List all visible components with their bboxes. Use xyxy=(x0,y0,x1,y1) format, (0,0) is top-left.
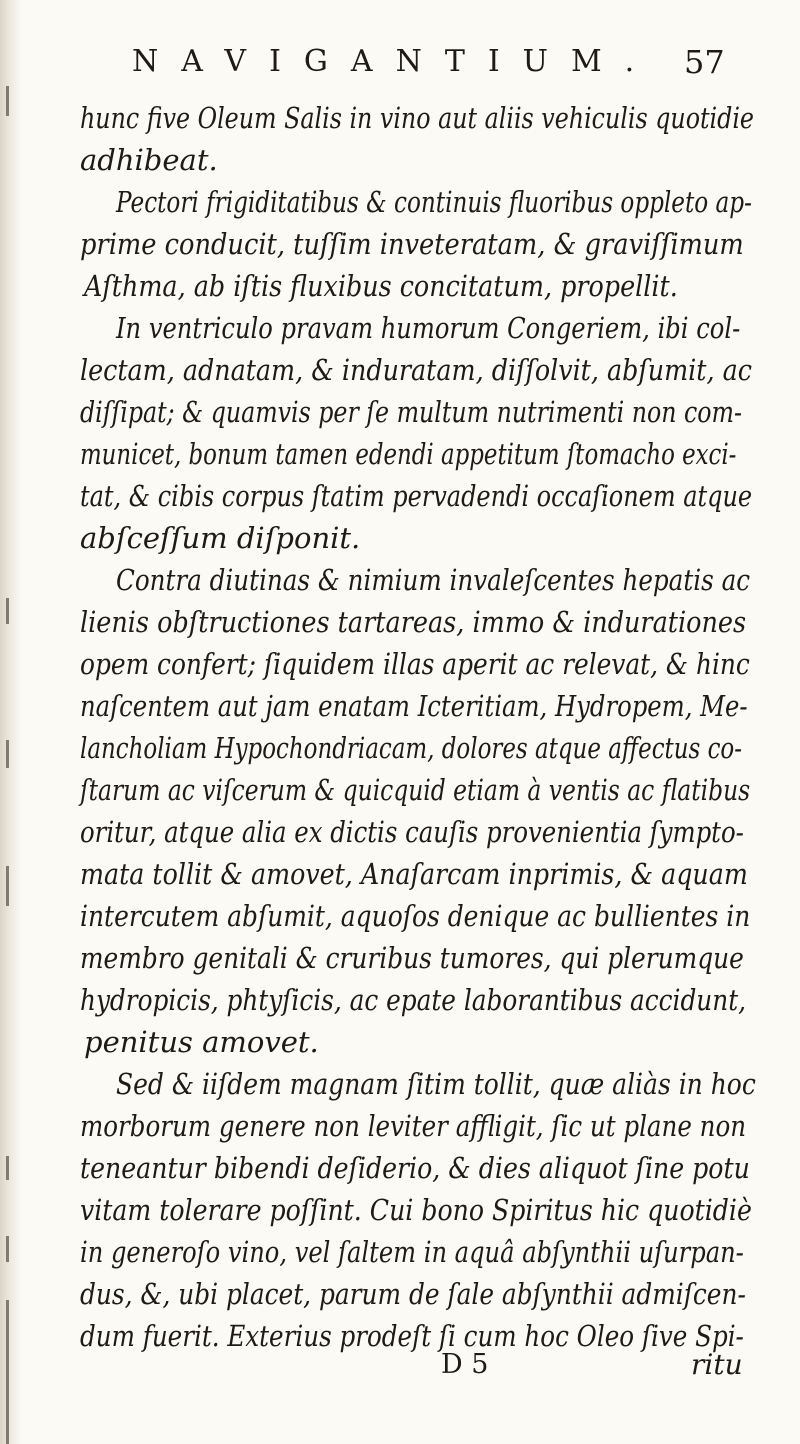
text-line: Aſthma, ab iſtis fluxibus concitatum, propellit. xyxy=(84,269,678,303)
text-line: mata tollit & amovet, Anaſarcam inprimis, & aquam xyxy=(80,857,748,891)
edge-mark xyxy=(6,866,9,906)
edge-mark xyxy=(6,1156,9,1180)
text-line: morborum genere non leviter affligit, ſic ut plane non xyxy=(80,1109,747,1143)
text-line: Sed & iiſdem magnam ſitim tollit, quæ aliàs in hoc xyxy=(116,1067,756,1101)
edge-mark xyxy=(6,1300,9,1444)
text-line: naſcentem aut jam enatam Icteritiam, Hydropem, Me- xyxy=(80,689,748,723)
edge-mark xyxy=(6,1236,9,1262)
page-header xyxy=(0,40,800,90)
text-line: lectam, adnatam, & induratam, diſſolvit, abſumit, ac xyxy=(80,353,752,387)
text-line: in generoſo vino, vel ſaltem in aquâ abſynthii uſurpan- xyxy=(80,1235,744,1269)
running-head: NAVIGANTIUM. xyxy=(132,44,658,79)
text-line: dus, &, ubi placet, parum de ſale abſynthii admiſcen- xyxy=(80,1277,746,1311)
signature-mark: D 5 xyxy=(441,1349,489,1380)
text-line: hunc five Oleum Salis in vino aut aliis vehiculis quotidie xyxy=(80,101,754,135)
text-line: diſſipat; & quamvis per ſe multum nutrimenti non com- xyxy=(80,395,743,429)
text-line: membro genitali & cruribus tumores, qui plerumque xyxy=(80,941,744,975)
text-line: dum fuerit. Exterius prodeſt ſi cum hoc Oleo ſive Spi- xyxy=(80,1319,744,1353)
text-line: penitus amovet. xyxy=(84,1025,319,1059)
text-line: vitam tolerare poſſint. Cui bono Spiritus hic quotidiè xyxy=(80,1193,752,1227)
gutter-shadow xyxy=(0,0,22,1444)
edge-mark xyxy=(6,740,9,768)
text-line: municet, bonum tamen edendi appetitum ſtomacho exci- xyxy=(80,437,737,471)
catchword: ritu xyxy=(691,1348,743,1381)
edge-mark xyxy=(6,86,9,116)
text-line: tat, & cibis corpus ſtatim pervadendi occaſionem atque xyxy=(80,479,753,513)
text-line: In ventriculo pravam humorum Congeriem, ibi col- xyxy=(116,311,741,345)
text-line: intercutem abſumit, aquoſos denique ac bullientes in xyxy=(80,899,751,933)
text-line: oritur, atque alia ex dictis cauſis provenientia ſympto- xyxy=(80,815,744,849)
text-line: hydropicis, phtyſicis, ac epate laborantibus accidunt, xyxy=(80,983,747,1017)
text-line: ſtarum ac viſcerum & quicquid etiam à ventis ac flatibus xyxy=(80,773,751,807)
text-line: opem confert; ſiquidem illas aperit ac relevat, & hinc xyxy=(80,647,750,681)
text-line: teneantur bibendi deſiderio, & dies aliquot ſine potu xyxy=(80,1151,750,1185)
text-line: Contra diutinas & nimium invaleſcentes hepatis ac xyxy=(116,563,751,597)
text-line: lienis obſtructiones tartareas, immo & indurationes xyxy=(80,605,747,639)
text-line: adhibeat. xyxy=(80,143,218,177)
text-line: prime conducit, tuſſim inveteratam, & graviſſimum xyxy=(80,227,744,261)
text-line: abſceſſum diſponit. xyxy=(80,521,361,555)
page-number: 57 xyxy=(684,43,725,81)
edge-mark xyxy=(6,598,9,624)
text-line: lancholiam Hypochondriacam, dolores atque affectus co- xyxy=(80,731,742,765)
text-line: Pectori frigiditatibus & continuis fluoribus oppleto ap- xyxy=(116,185,752,219)
